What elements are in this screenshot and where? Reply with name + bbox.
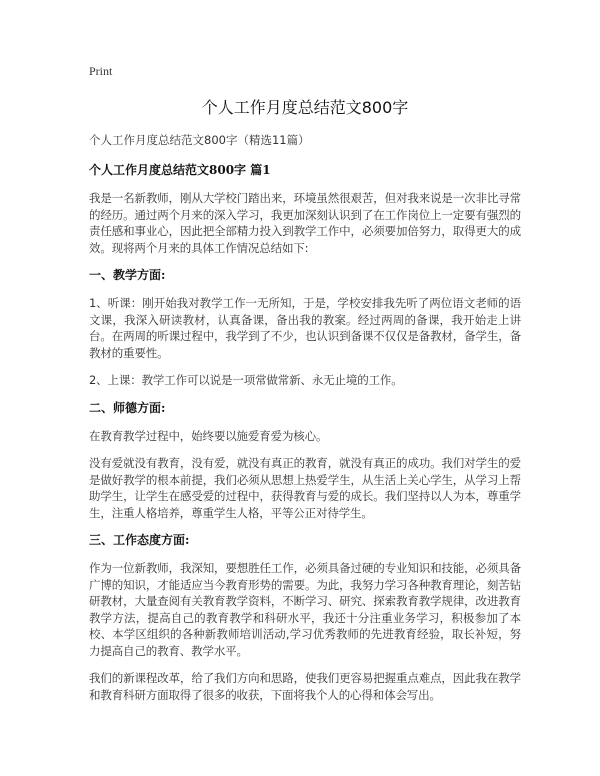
print-link[interactable]: Print <box>89 64 113 78</box>
paragraph: 我是一名新教师，刚从大学校门踏出来，环境虽然很艰苦，但对我来说是一次非比寻常的经历。通过两个月来的深入学习，我更加深刻认识到了在工作岗位上一定要有强烈的责任感和事业心，因此把全部精力投入到教学工作中，必须要加倍努力，取得更大的成效。现将两个月来的具体工作情况总结如下: <box>89 191 521 255</box>
document-title: 个人工作月度总结范文800字 <box>201 98 409 117</box>
paragraph: 没有爱就没有教育，没有爱，就没有真正的教育，就没有真正的成功。我们对学生的爱是做好教学的根本前提，我们必须从思想上热爱学生，从生活上关心学生，从学习上帮助学生，让学生在感受爱的过程中，获得教育与爱的成长。我们坚持以人为本，尊重学生，注重人格培养，尊重学生人格，平等公正对待学生。 <box>89 456 521 520</box>
section-heading: 一、教学方面: <box>89 268 166 282</box>
section-heading: 个人工作月度总结范文800字 篇1 <box>89 163 271 177</box>
paragraph: 作为一位新教师，我深知，要想胜任工作，必须具备过硬的专业知识和技能，必须具备广博的知识，才能适应当今教育形势的需要。为此，我努力学习各种教育理论，刻苦钻研教材，大量查阅有关教育教学资料，不断学习、研究、探索教育教学规律，改进教育教学方法，提高自己的教育教学和科研水平，我还十分注重业务学习，积极参加了本校、本学区组织的各种新教师培训活动,学习优秀教师的先进教育经验，取长补短，努力提高自己的教育、教学水平。 <box>89 561 521 658</box>
paragraph: 我们的新课程改革，给了我们方向和思路，使我们更容易把握重点难点，因此我在教学和教育科研方面取得了很多的收获，下面将我个人的心得和体会写出。 <box>89 671 521 702</box>
document-page <box>89 64 521 714</box>
document-subtitle: 个人工作月度总结范文800字（精选11篇） <box>89 133 310 147</box>
section-heading: 二、师德方面: <box>89 400 166 415</box>
paragraph: 1、听课：刚开始我对教学工作一无所知，于是，学校安排我先听了两位语文老师的语文课，我深入研读教材，认真备课，备出我的教案。经过两周的备课，我开始走上讲台。在两周的听课过程中，我学到了不少，也认识到备课不仅仅是备教材，备学生，备教材的重要性。 <box>89 296 521 360</box>
paragraph: 在教育教学过程中，始终要以施爱育爱为核心。 <box>89 428 328 443</box>
document-body <box>89 162 521 703</box>
paragraph: 2、上课：教学工作可以说是一项常做常新、永无止境的工作。 <box>89 373 403 387</box>
section-heading: 三、工作态度方面: <box>89 533 190 547</box>
